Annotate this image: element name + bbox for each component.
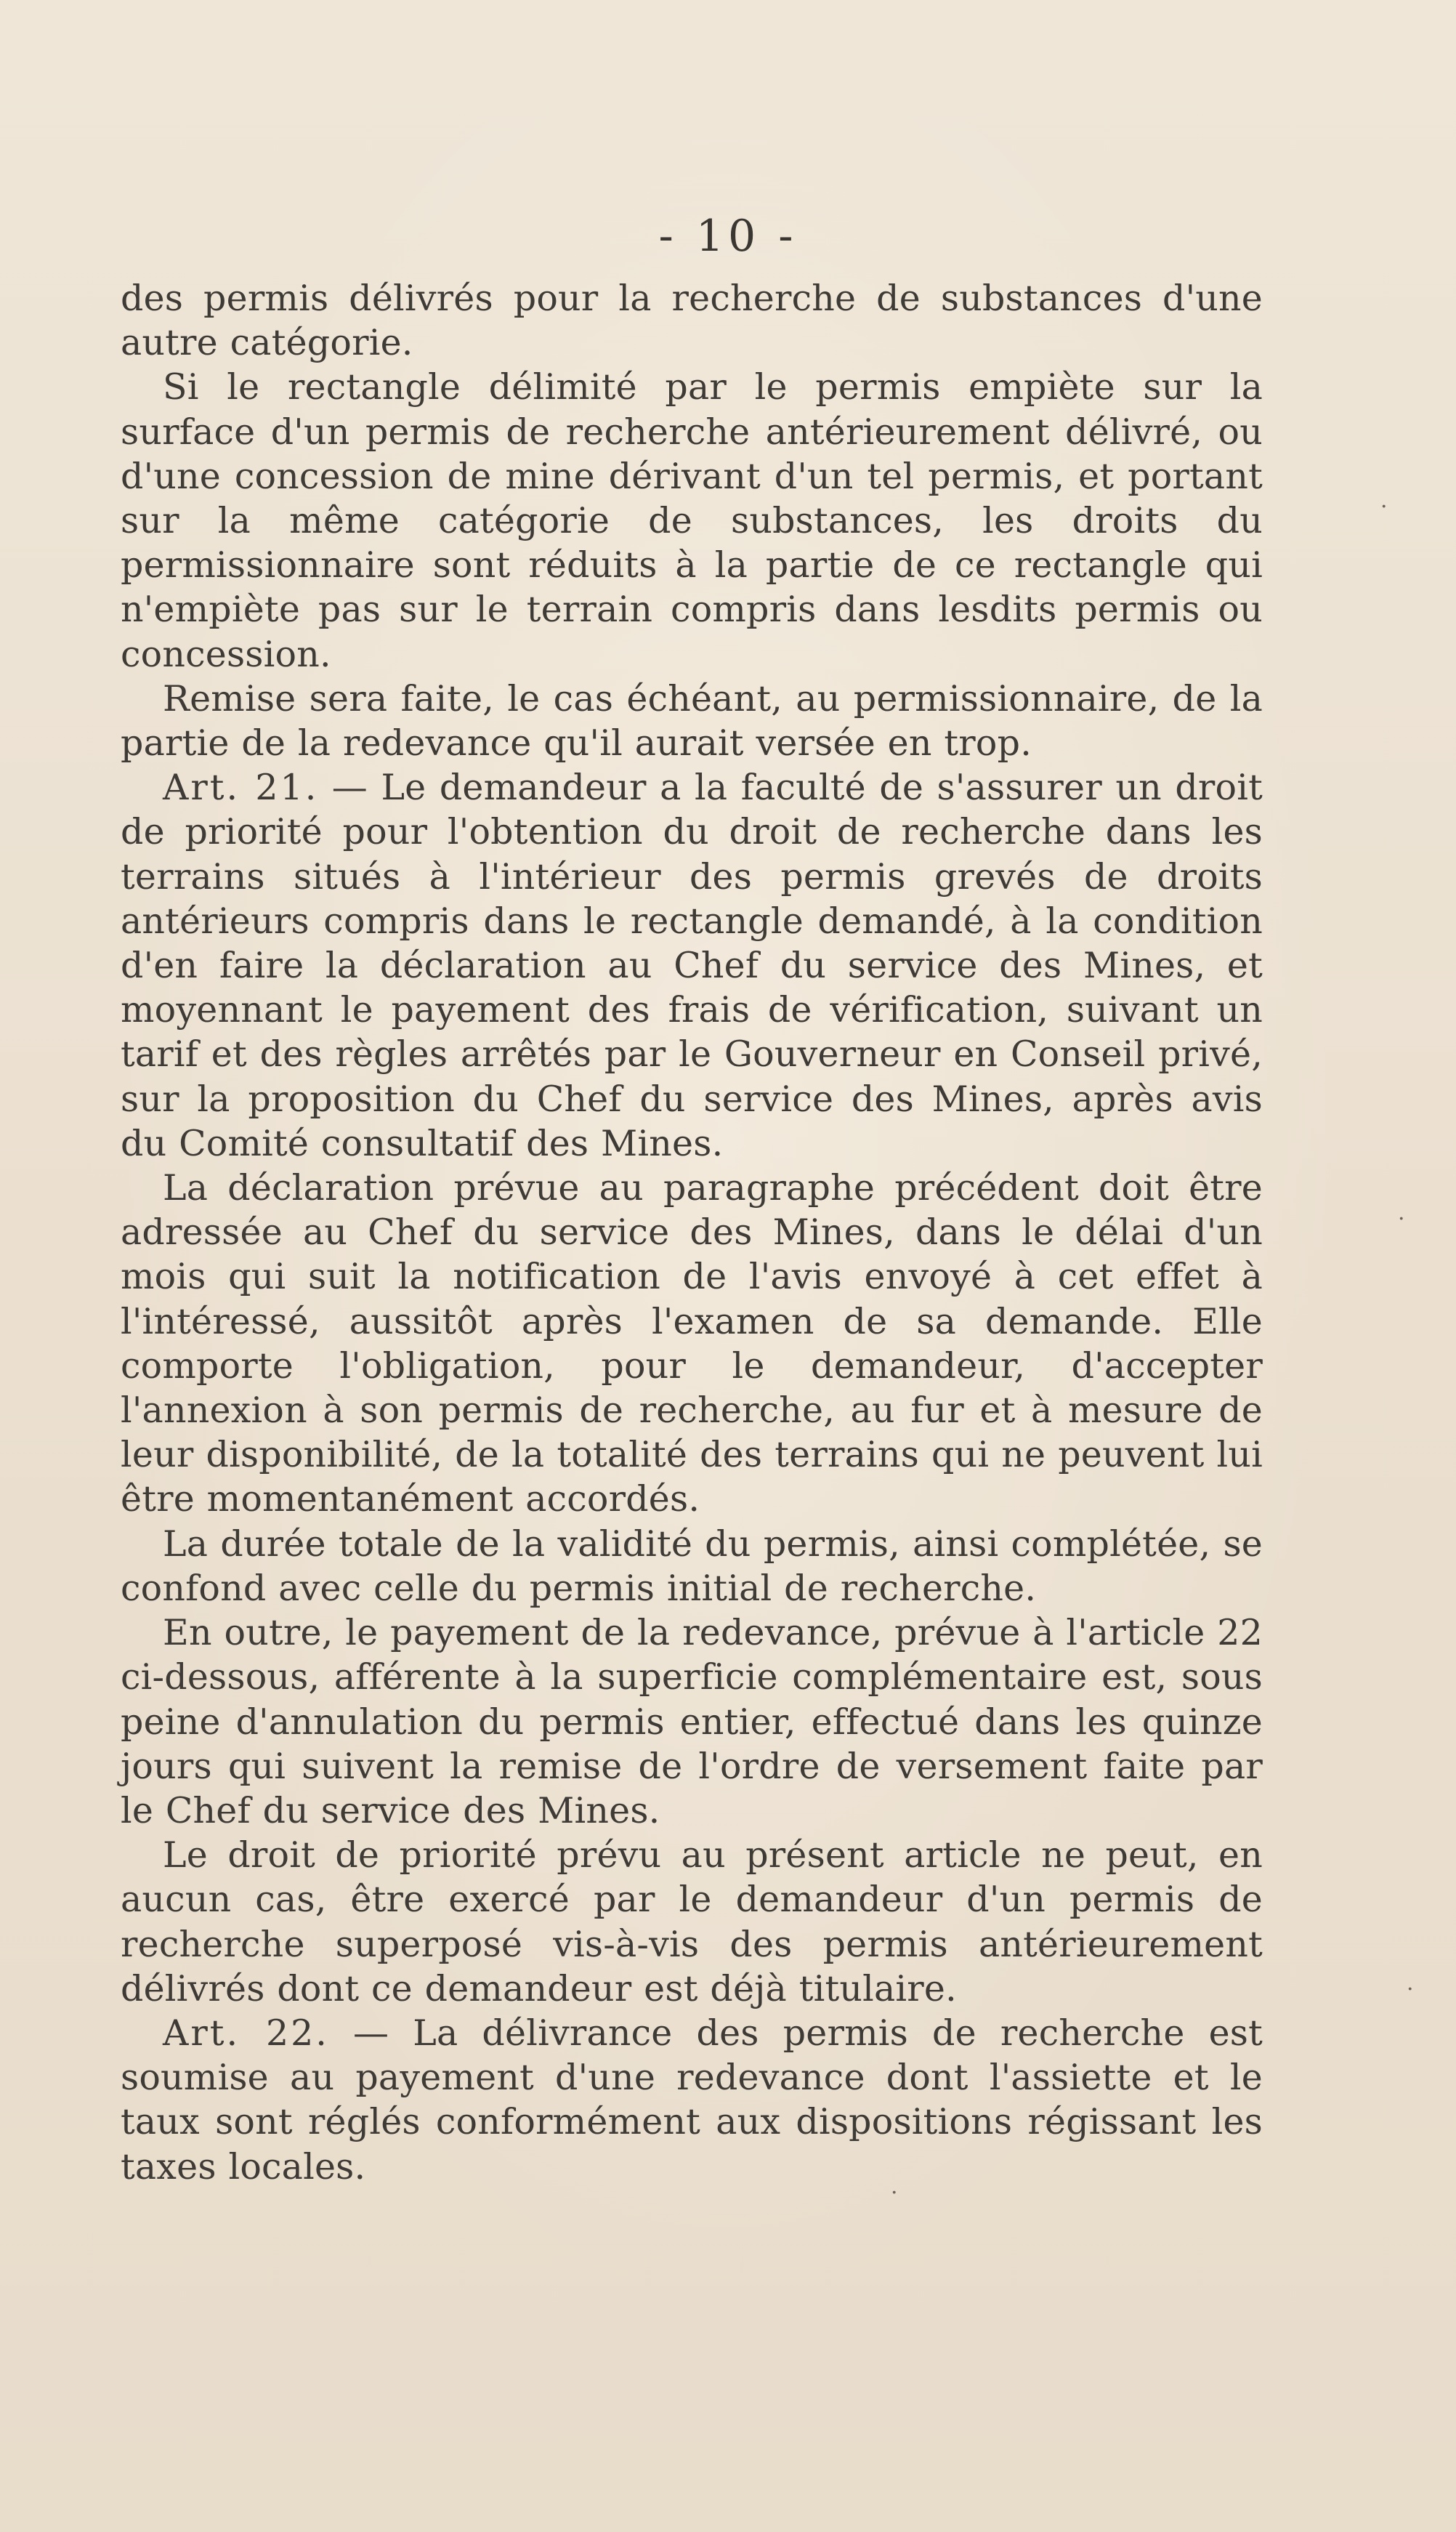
paragraph-payment bbox=[121, 1610, 1263, 1833]
paragraph-text: En outre, le payement de la redevance, prévue à l'article 22 ci-dessous, afférente à la superficie complémentaire est, sous peine d'annulation du permis entier, effectué dans les quinze jours qui suivent la remise de l'ordre de versement faite par le Chef du service des Mines. bbox=[121, 1612, 1263, 1831]
margin-speck: · bbox=[1407, 1977, 1414, 2002]
paragraph-text: — La délivrance des permis de recherche est soumise au payement d'une redevance dont l'assiette et le taux sont réglés conformément aux dispositions régissant les taxes locales. bbox=[121, 2012, 1263, 2188]
paragraph-text: La durée totale de la validité du permis, ainsi complétée, se confond avec celle du permis initial de recherche. bbox=[121, 1523, 1263, 1609]
paragraph-text: La déclaration prévue au paragraphe précédent doit être adressée au Chef du service des Mines, dans le délai d'un mois qui suit la notification de l'avis envoyé à cet effet à l'intéressé, aussitôt après l'examen de sa demande. Elle comporte l'obligation, pour le demandeur, d'accepter l'annexion à son permis de recherche, au fur et à mesure de leur disponibilité, de la totalité des terrains qui ne peuvent lui être momentanément accordés. bbox=[121, 1167, 1263, 1520]
margin-speck: · bbox=[891, 2180, 898, 2206]
paragraph-validity bbox=[121, 1522, 1263, 1610]
paragraph-continuation bbox=[121, 276, 1263, 365]
paragraph-text: des permis délivrés pour la recherche de substances d'une autre catégorie. bbox=[121, 278, 1263, 364]
paragraph-refund bbox=[121, 677, 1263, 765]
article-22 bbox=[121, 2011, 1263, 2189]
paragraph-text: Le droit de priorité prévu au présent article ne peut, en aucun cas, être exercé par le demandeur d'un permis de recherche superposé vis-à-vis des permis antérieurement délivrés dont ce demandeur est déjà titulaire. bbox=[121, 1834, 1263, 2009]
article-label: Art. 22. bbox=[163, 2012, 329, 2054]
paragraph-text: Remise sera faite, le cas échéant, au permissionnaire, de la partie de la redevance qu'il aurait versée en trop. bbox=[121, 677, 1263, 765]
paragraph-rectangle-overlap bbox=[121, 365, 1263, 676]
body-text bbox=[121, 276, 1263, 2189]
paragraph-declaration bbox=[121, 1166, 1263, 1522]
article-label: Art. 21. bbox=[163, 767, 319, 809]
page-number: - 10 - bbox=[658, 211, 798, 262]
margin-speck: · bbox=[1398, 1206, 1405, 1232]
article-21 bbox=[121, 765, 1263, 1166]
paragraph-text: Si le rectangle délimité par le permis empiète sur la surface d'un permis de recherche antérieurement délivré, ou d'une concession de mine dérivant d'un tel permis, et portant sur la même catégorie de substances, les droits du permissionnaire sont réduits à la partie de ce rectangle qui n'empiète pas sur le terrain compris dans lesdits permis ou concession. bbox=[121, 366, 1263, 675]
margin-speck: · bbox=[1380, 494, 1388, 520]
paragraph-text: — Le demandeur a la faculté de s'assurer un droit de priorité pour l'obtention du droit de recherche dans les terrains situés à l'intérieur des permis grevés de droits antérieurs compris dans le rectangle demandé, à la condition d'en faire la déclaration au Chef du service des Mines, et moyennant le payement des frais de vérification, suivant un tarif et des règles arrêtés par le Gouverneur en Conseil privé, sur la proposition du Chef du service des Mines, après avis du Comité consultatif des Mines. bbox=[121, 767, 1263, 1164]
paragraph-priority-right bbox=[121, 1833, 1263, 2011]
